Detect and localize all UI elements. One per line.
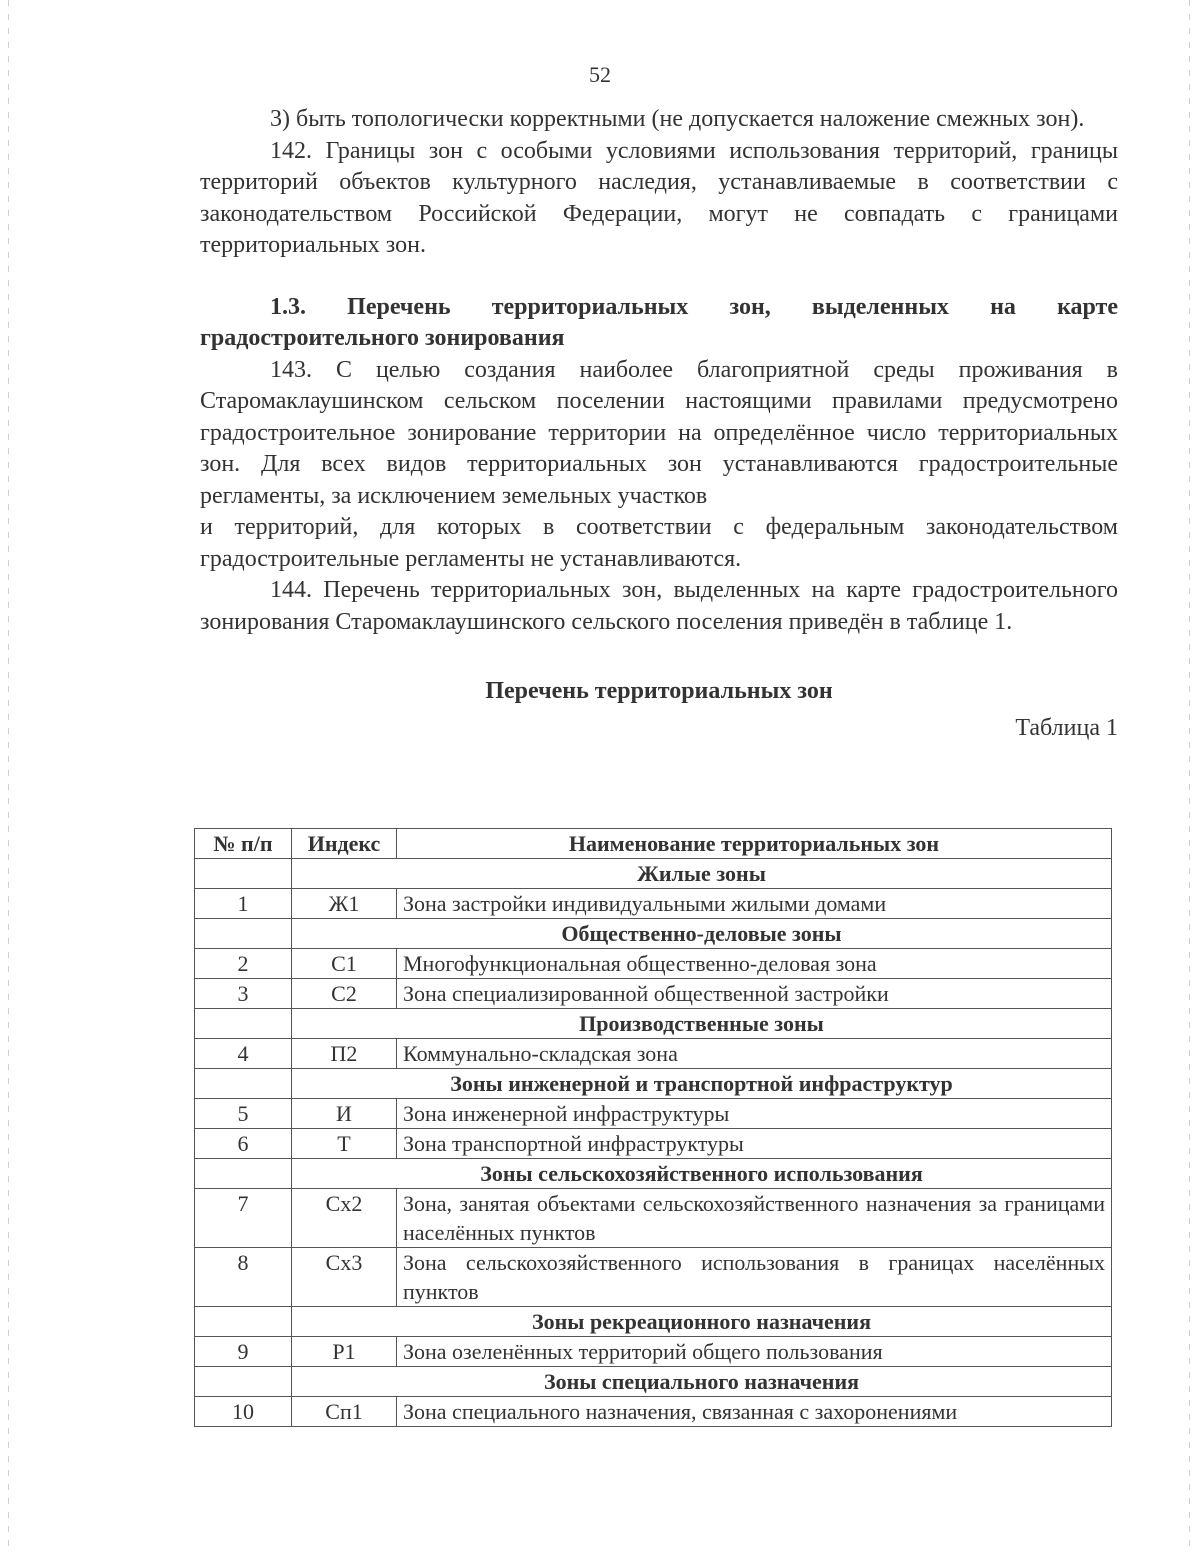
- paragraph-144: 144. Перечень территориальных зон, выделенных на карте градостроительного зонирования Старомаклаушинского сельского поселения приведён в таблице 1.: [200, 577, 1118, 635]
- section-title: Общественно-деловые зоны: [292, 919, 1112, 949]
- row-num: 2: [195, 949, 292, 979]
- section-heading-1-3: 1.3. Перечень территориальных зон, выделенных на карте градостроительного зонирования: [200, 293, 1118, 351]
- row-name: Зона застройки индивидуальными жилыми домами: [397, 889, 1112, 919]
- section-title: Зоны инженерной и транспортной инфраструктур: [292, 1069, 1112, 1099]
- zones-table: [194, 828, 1112, 1427]
- header-num: № п/п: [195, 829, 292, 859]
- row-index: С2: [292, 979, 397, 1009]
- row-name: Зона транспортной инфраструктуры: [397, 1129, 1112, 1159]
- row-num: 5: [195, 1099, 292, 1129]
- row-name: Зона, занятая объектами сельскохозяйственного назначения за границами населённых пунктов: [397, 1189, 1112, 1248]
- row-num: 3: [195, 979, 292, 1009]
- paragraph-item-3: 3) быть топологически корректными (не допускается наложение смежных зон).: [270, 106, 1085, 132]
- header-index: Индекс: [292, 829, 397, 859]
- row-num: 10: [195, 1397, 292, 1427]
- row-index: С1: [292, 949, 397, 979]
- document-body: [200, 104, 1118, 744]
- section-row: [195, 1367, 1112, 1397]
- row-name: Зона инженерной инфраструктуры: [397, 1099, 1112, 1129]
- table-row: [195, 1248, 1112, 1307]
- section-row: [195, 859, 1112, 889]
- section-row: [195, 919, 1112, 949]
- table-row: [195, 979, 1112, 1009]
- scan-edge-left: [8, 0, 9, 1553]
- row-index: П2: [292, 1039, 397, 1069]
- row-index: Р1: [292, 1337, 397, 1367]
- section-row: [195, 1307, 1112, 1337]
- scan-edge-right: [1189, 0, 1190, 1553]
- row-index: И: [292, 1099, 397, 1129]
- row-index: Ж1: [292, 889, 397, 919]
- row-name: Многофункциональная общественно-деловая зона: [397, 949, 1112, 979]
- row-name: Зона озеленённых территорий общего пользования: [397, 1337, 1112, 1367]
- row-index: Сх2: [292, 1189, 397, 1248]
- paragraph-142: 142. Границы зон с особыми условиями использования территорий, границы территорий объектов культурного наследия, устанавливаемые в соответствии с законодательством Российской Федерации, могут не совпадать с границами территориальных зон.: [200, 137, 1118, 258]
- section-title: Зоны рекреационного назначения: [292, 1307, 1112, 1337]
- table-title: Перечень территориальных зон: [485, 678, 833, 704]
- row-num: 7: [195, 1189, 292, 1248]
- row-index: Т: [292, 1129, 397, 1159]
- table-header-row: [195, 829, 1112, 859]
- row-num: 1: [195, 889, 292, 919]
- section-title: Зоны сельскохозяйственного использования: [292, 1159, 1112, 1189]
- row-index: Сх3: [292, 1248, 397, 1307]
- table-row: [195, 1337, 1112, 1367]
- table-row: [195, 1099, 1112, 1129]
- row-name: Коммунально-складская зона: [397, 1039, 1112, 1069]
- section-row: [195, 1069, 1112, 1099]
- section-title: Зоны специального назначения: [292, 1367, 1112, 1397]
- section-row: [195, 1159, 1112, 1189]
- paragraph-143-part2: и территорий, для которых в соответствии с федеральным законодательством градостроительные регламенты не устанавливаются.: [200, 514, 1118, 572]
- row-index: Сп1: [292, 1397, 397, 1427]
- row-num: 6: [195, 1129, 292, 1159]
- row-num: 8: [195, 1248, 292, 1307]
- section-title: Жилые зоны: [292, 859, 1112, 889]
- row-name: Зона специализированной общественной застройки: [397, 979, 1112, 1009]
- section-title: Производственные зоны: [292, 1009, 1112, 1039]
- row-num: 4: [195, 1039, 292, 1069]
- page-number: 52: [589, 62, 611, 87]
- header-name: Наименование территориальных зон: [397, 829, 1112, 859]
- table-row: [195, 1039, 1112, 1069]
- table-row: [195, 889, 1112, 919]
- paragraph-143-part1: 143. С целью создания наиболее благоприятной среды проживания в Старомаклаушинском сельском поселении настоящими правилами предусмотрено градостроительное зонирование территории на определённое число территориальных зон. Для всех видов территориальных зон устанавливаются градостроительные регламенты, за исключением земельных участков: [200, 356, 1118, 509]
- table-row: [195, 1129, 1112, 1159]
- table-label: Таблица 1: [1015, 714, 1118, 741]
- row-num: 9: [195, 1337, 292, 1367]
- table-row: [195, 1397, 1112, 1427]
- table-row: [195, 1189, 1112, 1248]
- row-name: Зона сельскохозяйственного использования в границах населённых пунктов: [397, 1248, 1112, 1307]
- table-row: [195, 949, 1112, 979]
- row-name: Зона специального назначения, связанная с захоронениями: [397, 1397, 1112, 1427]
- section-row: [195, 1009, 1112, 1039]
